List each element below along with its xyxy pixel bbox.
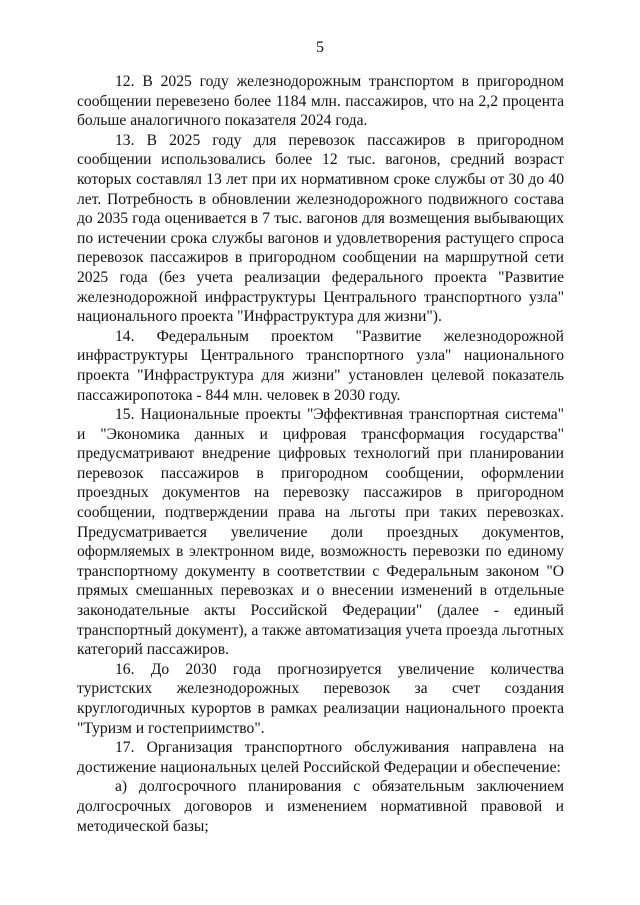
paragraph-16: 16. До 2030 года прогнозируется увеличение количества туристских железнодорожных перевозок за счет создания круглогодичных курортов в рамках реализации национального проекта "Туризм и гостеприимство". [77,660,564,737]
paragraph-15: 15. Национальные проекты "Эффективная транспортная система" и "Экономика данных и цифровая трансформация государства" предусматривают внедрение цифровых технологий при планировании перевозок пассажиров в пригородном сообщении, оформлении проездных документов на перевозку пассажиров в пригородном сообщении, подтверждении права на льготы при таких перевозках. Предусматривается увеличение доли проездных документов, оформляемых в электронном виде, возможность перевозки по единому транспортному документу в соответствии с Федеральным законом "О прямых смешанных перевозках и о внесении изменений в отдельные законодательные акты Российской Федерации" (далее - единый транспортный документ), а также автоматизация учета проезда льготных категорий пассажиров. [77,406,564,659]
paragraph-17-item-a: а) долгосрочного планирования с обязательным заключением долгосрочных договоров и изменением нормативной правовой и методической базы; [77,778,564,835]
paragraph-13: 13. В 2025 году для перевозок пассажиров в пригородном сообщении использовались более 12 тыс. вагонов, средний возраст которых составлял 13 лет при их нормативном сроке службы от 30 до 40 лет. Потребность в обновлении железнодорожного подвижного состава до 2035 года оценивается в 7 тыс. вагонов для возмещения выбывающих по истечении срока службы вагонов и удовлетворения растущего спроса перевозок пассажиров в пригородном сообщении на маршрутной сети 2025 года (без учета реализации федерального проекта "Развитие железнодорожной инфраструктуры Центрального транспортного узла" национального проекта "Инфраструктура для жизни"). [77,131,564,326]
paragraph-12: 12. В 2025 году железнодорожным транспортом в пригородном сообщении перевезено более 1184 млн. пассажиров, что на 2,2 процента больше аналогичного показателя 2024 года. [77,73,564,130]
page-number: 5 [316,39,324,56]
document-body [77,72,564,836]
paragraph-14: 14. Федеральным проектом "Развитие железнодорожной инфраструктуры Центрального транспортного узла" национального проекта "Инфраструктура для жизни" установлен целевой показатель пассажиропотока - 844 млн. человек в 2030 году. [77,327,564,404]
paragraph-17: 17. Организация транспортного обслуживания направлена на достижение национальных целей Российской Федерации и обеспечение: [77,739,564,776]
